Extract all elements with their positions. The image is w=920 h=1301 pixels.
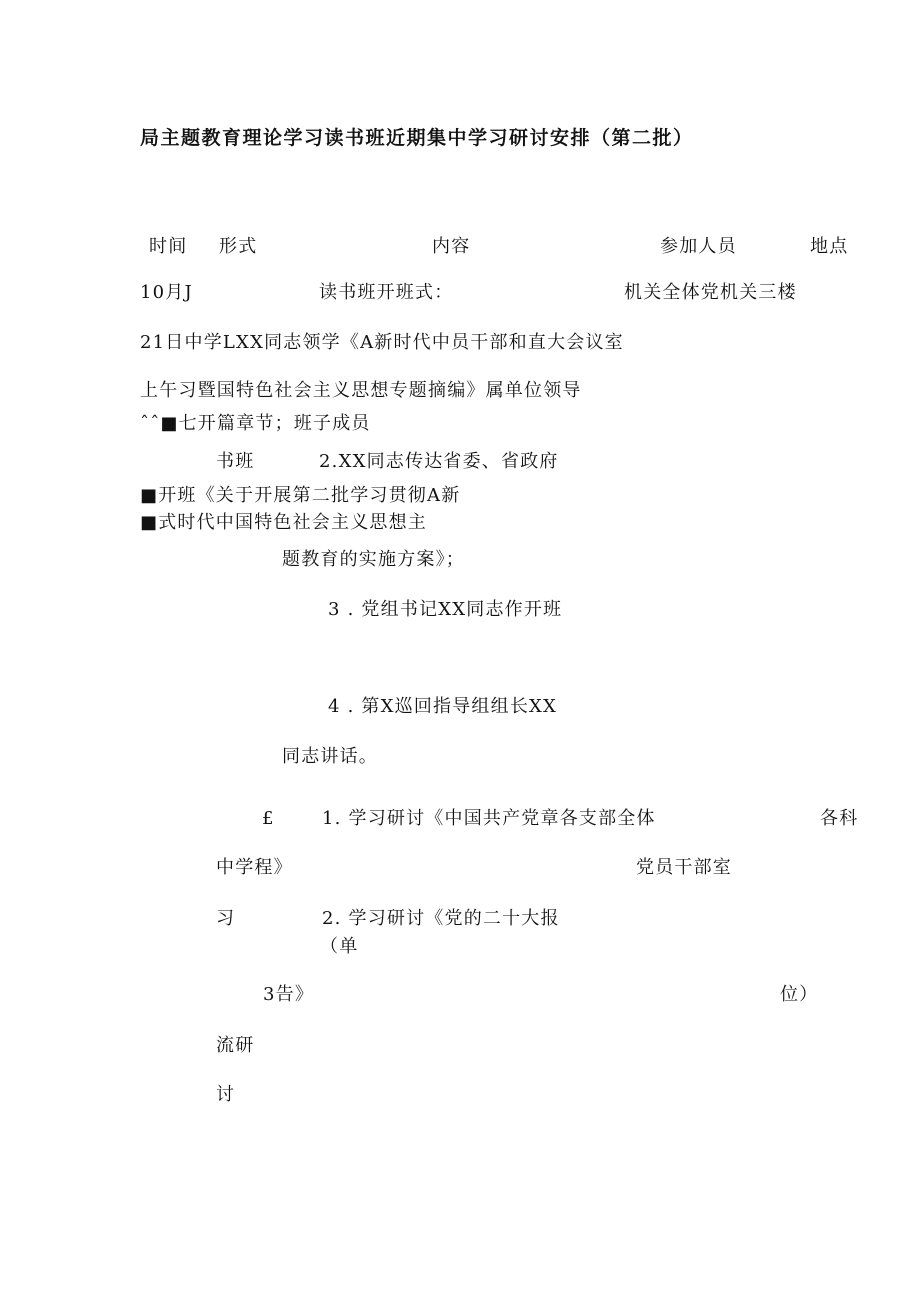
text-line: 题教育的实施方案》； [282, 549, 465, 570]
text-line: （单 [320, 936, 359, 957]
item-2: 2.XX同志传达省委、省政府 [319, 451, 559, 472]
participants-line: 机关全体党机关三楼 [624, 282, 797, 303]
page-title: 局主题教育理论学习读书班近期集中学习研讨安排（第二批） [140, 127, 694, 149]
text-line: ■开班《关于开展第二批学习贯彻A新 [140, 485, 461, 506]
header-location: 地点 [810, 236, 849, 257]
text-line: 中学程》 [216, 857, 293, 878]
item-3: 3 . 党组书记XX同志作开班 [328, 599, 563, 620]
text-line: 21日中学LXX同志领学《A新时代中员干部和直大会议室 [140, 332, 624, 353]
participants-line: 党员干部室 [636, 857, 732, 878]
item-4-continued: 同志讲话。 [282, 746, 378, 767]
header-participants: 参加人员 [660, 236, 737, 257]
form-label: 书班 [216, 451, 255, 472]
text-line: 流研 [216, 1035, 255, 1056]
text-line: 习 [216, 908, 236, 929]
text-line: 3告》 [263, 984, 315, 1005]
department-label: 各科 [820, 808, 859, 829]
study-1: 1. 学习研讨《中国共产党章各支部全体 [322, 808, 656, 829]
header-form: 形式 [219, 236, 258, 257]
text-line: ˆˆ■七开篇章节；班子成员 [140, 413, 371, 434]
pound-sign: £ [262, 808, 275, 829]
header-content: 内容 [432, 236, 471, 257]
text-line: 上午习暨国特色社会主义思想专题摘编》属单位领导 [140, 380, 582, 401]
text-line: ■式时代中国特色社会主义思想主 [140, 512, 428, 533]
text-line: 位） [780, 984, 819, 1005]
header-time: 时间 [149, 236, 188, 257]
text-line: 讨 [216, 1084, 236, 1105]
study-2: 2. 学习研讨《党的二十大报 [322, 908, 560, 929]
date-line: 10月J [140, 282, 193, 303]
opening-ceremony: 读书班开班式： [319, 282, 454, 303]
item-4: 4 . 第X巡回指导组组长XX [328, 696, 558, 717]
